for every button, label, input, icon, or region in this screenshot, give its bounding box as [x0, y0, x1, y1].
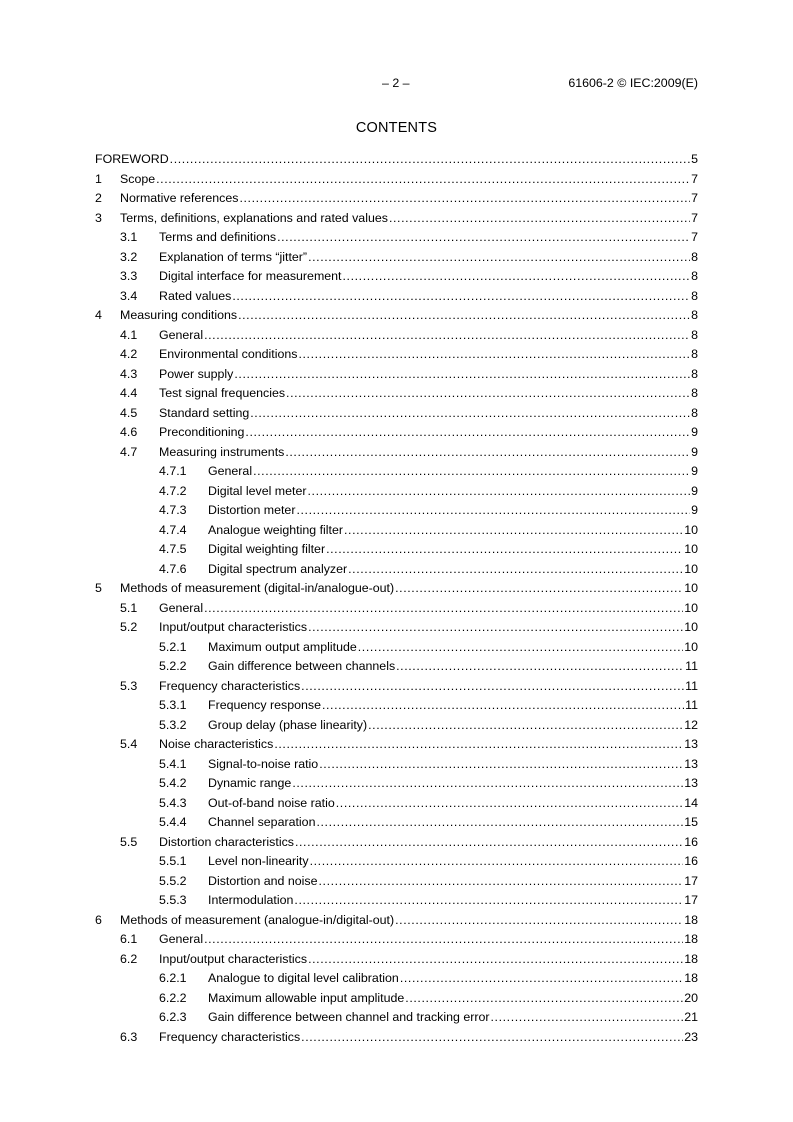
toc-page-number: 16	[684, 834, 698, 849]
contents-title: CONTENTS	[355, 120, 438, 136]
toc-section-title: Measuring conditions	[120, 306, 238, 326]
toc-entry-line	[159, 930, 698, 950]
toc-section-number: 6	[95, 912, 102, 927]
toc-section-number: 4.6	[120, 425, 138, 439]
toc-section-title: Normative references	[120, 189, 239, 209]
toc-dot-leader	[274, 735, 683, 755]
toc-section-title: Analogue weighting filter	[208, 521, 344, 541]
toc-entry-line	[159, 384, 698, 404]
toc-entry[interactable]	[95, 423, 698, 443]
toc-page-number: 10	[684, 522, 698, 537]
toc-page-number: 13	[684, 756, 698, 771]
toc-dot-leader	[239, 189, 690, 209]
toc-page-number: 9	[691, 483, 698, 498]
toc-entry-line	[208, 482, 698, 502]
toc-section-number: 5.4.4	[159, 815, 187, 829]
toc-page-number: 16	[684, 854, 698, 868]
toc-section-number: 4.5	[120, 405, 138, 420]
toc-section-title: Digital weighting filter	[208, 540, 326, 560]
toc-page-number: 9	[691, 444, 698, 459]
toc-section-title: FOREWORD	[95, 150, 170, 170]
toc-page-number: 11	[685, 698, 698, 712]
toc-section-number: 6.2.1	[159, 971, 187, 985]
toc-entry[interactable]	[95, 326, 698, 346]
toc-entry[interactable]	[95, 891, 698, 911]
toc-dot-leader	[295, 833, 683, 853]
toc-entry-line	[120, 209, 698, 229]
toc-section-title: Input/output characteristics	[159, 618, 308, 638]
toc-entry[interactable]	[95, 560, 698, 580]
toc-entry[interactable]	[95, 462, 698, 482]
toc-entry[interactable]	[95, 950, 698, 970]
toc-section-number: 3.2	[120, 249, 138, 264]
toc-section-number: 5.3.2	[159, 717, 187, 732]
toc-entry[interactable]	[95, 989, 698, 1009]
toc-dot-leader	[319, 755, 683, 775]
toc-entry[interactable]	[95, 267, 698, 287]
document-identifier: 61606-2 © IEC:2009(E)	[568, 76, 698, 90]
toc-section-title: Intermodulation	[208, 891, 294, 911]
toc-section-title: Frequency characteristics	[159, 1028, 301, 1048]
toc-entry[interactable]	[95, 306, 698, 326]
toc-entry-line	[159, 677, 698, 697]
toc-entry-line	[159, 345, 698, 365]
toc-entry-line	[120, 170, 698, 190]
toc-section-title: Signal-to-noise ratio	[208, 755, 319, 775]
toc-entry[interactable]	[95, 443, 698, 463]
toc-entry-line	[159, 404, 698, 424]
toc-entry[interactable]	[95, 852, 698, 872]
toc-page-number: 21	[684, 1010, 698, 1024]
toc-dot-leader	[253, 462, 690, 482]
toc-page-number: 18	[684, 912, 698, 927]
toc-entry[interactable]	[95, 521, 698, 541]
toc-section-number: 5.4.2	[159, 776, 187, 790]
toc-section-number: 5.4.3	[159, 795, 187, 810]
toc-entry[interactable]	[95, 1028, 698, 1048]
toc-section-title: Dynamic range	[208, 774, 292, 794]
toc-section-title: Preconditioning	[159, 423, 245, 443]
toc-entry-line	[159, 423, 698, 443]
toc-section-number: 5.4.1	[159, 756, 187, 771]
toc-page-number: 8	[691, 308, 698, 322]
toc-entry[interactable]	[95, 599, 698, 619]
toc-section-title: Level non-linearity	[208, 852, 310, 872]
toc-entry-line	[159, 326, 698, 346]
toc-dot-leader	[368, 716, 683, 736]
toc-section-number: 4.7.5	[159, 542, 187, 556]
toc-section-number: 5	[95, 581, 102, 595]
toc-dot-leader	[286, 384, 690, 404]
toc-page-number: 10	[684, 639, 698, 654]
toc-page-number: 8	[691, 405, 698, 420]
toc-section-number: 3.1	[120, 230, 138, 244]
toc-dot-leader	[238, 306, 690, 326]
toc-dot-leader	[389, 209, 690, 229]
toc-section-title: Environmental conditions	[159, 345, 298, 365]
toc-entry[interactable]	[95, 872, 698, 892]
toc-entry[interactable]	[95, 501, 698, 521]
toc-dot-leader	[395, 911, 683, 931]
toc-section-title: Methods of measurement (analogue-in/digital-out)	[120, 911, 395, 931]
toc-entry[interactable]	[95, 677, 698, 697]
toc-section-number: 5.5	[120, 834, 138, 849]
toc-dot-leader	[204, 599, 683, 619]
toc-entry-line	[208, 755, 698, 775]
toc-entry-line	[208, 969, 698, 989]
toc-entry-line	[120, 911, 698, 931]
toc-page-number: 8	[691, 347, 698, 361]
toc-page-number: 5	[691, 152, 698, 166]
toc-page-number: 20	[684, 990, 698, 1005]
toc-entry-line	[159, 267, 698, 287]
toc-entry-line	[208, 462, 698, 482]
toc-section-title: Distortion meter	[208, 501, 296, 521]
toc-section-number: 5.4	[120, 737, 138, 751]
toc-section-number: 5.2.1	[159, 639, 187, 654]
toc-entry-line	[159, 950, 698, 970]
toc-entry-line	[159, 1028, 698, 1048]
toc-entry[interactable]	[95, 833, 698, 853]
toc-section-title: Frequency characteristics	[159, 677, 301, 697]
toc-page-number: 8	[691, 288, 698, 303]
toc-page-number: 12	[684, 717, 698, 732]
toc-section-number: 5.5.2	[159, 873, 187, 888]
toc-entry-line	[208, 989, 698, 1009]
toc-section-number: 3.3	[120, 269, 138, 283]
toc-section-number: 2	[95, 191, 102, 205]
toc-page-number: 18	[684, 971, 698, 985]
toc-entry-line	[208, 891, 698, 911]
toc-section-number: 4.1	[120, 327, 138, 342]
toc-entry-line	[159, 248, 698, 268]
toc-dot-leader	[204, 930, 683, 950]
toc-entry[interactable]	[95, 813, 698, 833]
toc-entry-line	[208, 872, 698, 892]
toc-section-title: Power supply	[159, 365, 234, 385]
toc-entry[interactable]	[95, 1008, 698, 1028]
toc-dot-leader	[250, 404, 690, 424]
toc-page-number: 15	[684, 815, 698, 829]
toc-entry[interactable]	[95, 774, 698, 794]
toc-entry-line	[159, 287, 698, 307]
toc-entry-line	[95, 150, 698, 170]
toc-section-title: General	[159, 599, 204, 619]
toc-page-number: 8	[691, 327, 698, 342]
toc-section-title: Group delay (phase linearity)	[208, 716, 368, 736]
toc-entry[interactable]	[95, 248, 698, 268]
toc-dot-leader	[326, 540, 683, 560]
toc-entry-line	[159, 443, 698, 463]
toc-entry-line	[208, 540, 698, 560]
toc-section-number: 5.5.1	[159, 854, 187, 868]
toc-section-title: Frequency response	[208, 696, 322, 716]
toc-page-number: 18	[684, 932, 698, 946]
toc-page-number: 13	[684, 776, 698, 790]
toc-section-title: Input/output characteristics	[159, 950, 308, 970]
toc-entry-line	[120, 306, 698, 326]
toc-section-number: 4.4	[120, 386, 138, 400]
toc-entry-line	[159, 735, 698, 755]
toc-dot-leader	[395, 579, 683, 599]
toc-entry-line	[159, 228, 698, 248]
toc-dot-leader	[308, 248, 690, 268]
page-header	[0, 76, 793, 94]
toc-section-number: 5.3	[120, 678, 138, 693]
toc-dot-leader	[336, 794, 683, 814]
toc-dot-leader	[400, 969, 683, 989]
toc-section-title: Channel separation	[208, 813, 316, 833]
toc-dot-leader	[298, 345, 690, 365]
toc-page-number: 7	[691, 230, 698, 244]
toc-section-number: 6.2.2	[159, 990, 187, 1005]
toc-entry[interactable]	[95, 755, 698, 775]
toc-entry-line	[159, 365, 698, 385]
toc-section-number: 5.1	[120, 600, 138, 615]
toc-entry[interactable]	[95, 618, 698, 638]
toc-dot-leader	[322, 696, 684, 716]
toc-entry[interactable]	[95, 482, 698, 502]
toc-dot-leader	[301, 677, 684, 697]
toc-entry[interactable]	[95, 150, 698, 170]
toc-dot-leader	[344, 521, 683, 541]
toc-section-number: 6.3	[120, 1029, 138, 1044]
toc-page-number: 10	[684, 600, 698, 615]
toc-entry[interactable]	[95, 228, 698, 248]
toc-section-title: Out-of-band noise ratio	[208, 794, 336, 814]
toc-entry-line	[208, 560, 698, 580]
toc-section-title: Scope	[120, 170, 156, 190]
toc-section-title: Digital spectrum analyzer	[208, 560, 348, 580]
toc-section-title: Analogue to digital level calibration	[208, 969, 400, 989]
toc-dot-leader	[405, 989, 683, 1009]
toc-section-number: 6.2.3	[159, 1010, 187, 1024]
toc-dot-leader	[343, 267, 691, 287]
toc-entry[interactable]	[95, 404, 698, 424]
toc-section-number: 4.7.4	[159, 522, 187, 537]
toc-section-number: 3	[95, 210, 102, 225]
toc-entry[interactable]	[95, 969, 698, 989]
toc-dot-leader	[301, 1028, 683, 1048]
toc-page-number: 11	[685, 678, 698, 693]
toc-entry[interactable]	[95, 189, 698, 209]
toc-section-number: 4	[95, 308, 102, 322]
toc-section-title: Distortion characteristics	[159, 833, 295, 853]
toc-page-number: 13	[684, 737, 698, 751]
toc-entry-line	[208, 657, 698, 677]
toc-section-title: Standard setting	[159, 404, 250, 424]
toc-entry-line	[208, 852, 698, 872]
toc-entry-line	[159, 833, 698, 853]
toc-entry-line	[208, 794, 698, 814]
toc-entry-line	[208, 521, 698, 541]
toc-section-number: 6.2	[120, 951, 138, 966]
toc-section-title: General	[159, 930, 204, 950]
toc-dot-leader	[396, 657, 684, 677]
toc-entry-line	[208, 716, 698, 736]
toc-section-number: 4.3	[120, 366, 138, 381]
toc-section-title: Explanation of terms “jitter”	[159, 248, 308, 268]
toc-section-number: 4.7.1	[159, 464, 187, 478]
toc-section-number: 5.2	[120, 620, 138, 634]
toc-entry-line	[208, 638, 698, 658]
toc-entry[interactable]	[95, 657, 698, 677]
toc-section-title: General	[159, 326, 204, 346]
toc-dot-leader	[316, 813, 683, 833]
page-number: – 2 –	[382, 76, 410, 90]
toc-page-number: 8	[691, 269, 698, 283]
toc-entry-line	[159, 618, 698, 638]
toc-entry[interactable]	[95, 365, 698, 385]
toc-section-title: Noise characteristics	[159, 735, 274, 755]
toc-section-number: 3.4	[120, 288, 138, 303]
toc-page-number: 17	[684, 893, 698, 907]
toc-dot-leader	[308, 950, 683, 970]
toc-page-number: 17	[684, 873, 698, 888]
toc-dot-leader	[204, 326, 690, 346]
toc-section-number: 6.1	[120, 932, 138, 946]
toc-page-number: 10	[684, 620, 698, 634]
toc-dot-leader	[285, 443, 690, 463]
toc-section-title: Gain difference between channels	[208, 657, 396, 677]
toc-page-number: 8	[691, 366, 698, 381]
toc-entry-line	[120, 579, 698, 599]
toc-section-number: 4.2	[120, 347, 138, 361]
toc-dot-leader	[277, 228, 690, 248]
toc-entry-line	[208, 696, 698, 716]
toc-entry[interactable]	[95, 716, 698, 736]
toc-dot-leader	[310, 852, 684, 872]
toc-page-number: 23	[684, 1029, 698, 1044]
toc-dot-leader	[292, 774, 683, 794]
toc-dot-leader	[294, 891, 683, 911]
toc-section-title: Maximum output amplitude	[208, 638, 358, 658]
toc-page-number: 7	[691, 210, 698, 225]
toc-section-title: General	[208, 462, 253, 482]
toc-entry-line	[208, 813, 698, 833]
toc-entry-line	[208, 501, 698, 521]
toc-entry[interactable]	[95, 345, 698, 365]
toc-dot-leader	[234, 365, 690, 385]
toc-entry-line	[208, 1008, 698, 1028]
toc-section-number: 4.7.6	[159, 561, 187, 576]
toc-section-number: 5.3.1	[159, 698, 187, 712]
toc-entry-line	[120, 189, 698, 209]
toc-section-title: Distortion and noise	[208, 872, 319, 892]
toc-page-number: 8	[691, 249, 698, 264]
toc-section-number: 5.5.3	[159, 893, 187, 907]
toc-section-title: Digital interface for measurement	[159, 267, 343, 287]
toc-section-title: Rated values	[159, 287, 232, 307]
toc-entry[interactable]	[95, 287, 698, 307]
toc-entry[interactable]	[95, 579, 698, 599]
toc-section-number: 1	[95, 171, 102, 186]
toc-section-title: Test signal frequencies	[159, 384, 286, 404]
toc-entry-line	[159, 599, 698, 619]
toc-page-number: 18	[684, 951, 698, 966]
toc-section-number: 4.7.3	[159, 503, 187, 517]
toc-dot-leader	[348, 560, 683, 580]
toc-page-number: 9	[691, 425, 698, 439]
toc-page-number: 9	[691, 503, 698, 517]
toc-dot-leader	[170, 150, 690, 170]
toc-entry[interactable]	[95, 170, 698, 190]
toc-dot-leader	[307, 482, 690, 502]
toc-section-number: 4.7.2	[159, 483, 187, 498]
toc-entry[interactable]	[95, 384, 698, 404]
table-of-contents	[95, 150, 698, 1047]
toc-dot-leader	[319, 872, 684, 892]
toc-page-number: 7	[691, 191, 698, 205]
toc-dot-leader	[358, 638, 683, 658]
toc-dot-leader	[232, 287, 690, 307]
toc-entry[interactable]	[95, 911, 698, 931]
toc-section-title: Methods of measurement (digital-in/analogue-out)	[120, 579, 395, 599]
toc-section-title: Digital level meter	[208, 482, 307, 502]
toc-dot-leader	[491, 1008, 684, 1028]
toc-page-number: 11	[685, 659, 698, 673]
toc-entry[interactable]	[95, 930, 698, 950]
toc-entry[interactable]	[95, 696, 698, 716]
toc-page-number: 14	[684, 795, 698, 810]
toc-page-number: 8	[691, 386, 698, 400]
toc-section-title: Gain difference between channel and tracking error	[208, 1008, 491, 1028]
toc-dot-leader	[156, 170, 690, 190]
toc-entry[interactable]	[95, 209, 698, 229]
toc-entry[interactable]	[95, 540, 698, 560]
toc-section-title: Terms and definitions	[159, 228, 277, 248]
toc-page-number: 10	[684, 581, 698, 595]
toc-section-title: Terms, definitions, explanations and rated values	[120, 209, 389, 229]
toc-entry-line	[208, 774, 698, 794]
toc-page-number: 9	[691, 464, 698, 478]
toc-section-title: Measuring instruments	[159, 443, 285, 463]
toc-dot-leader	[308, 618, 683, 638]
toc-entry[interactable]	[95, 735, 698, 755]
toc-page-number: 7	[691, 171, 698, 186]
toc-section-title: Maximum allowable input amplitude	[208, 989, 405, 1009]
toc-entry[interactable]	[95, 794, 698, 814]
toc-page-number: 10	[684, 542, 698, 556]
toc-section-number: 5.2.2	[159, 659, 187, 673]
toc-section-number: 4.7	[120, 444, 138, 459]
toc-dot-leader	[296, 501, 690, 521]
toc-page-number: 10	[684, 561, 698, 576]
toc-entry[interactable]	[95, 638, 698, 658]
toc-dot-leader	[245, 423, 690, 443]
